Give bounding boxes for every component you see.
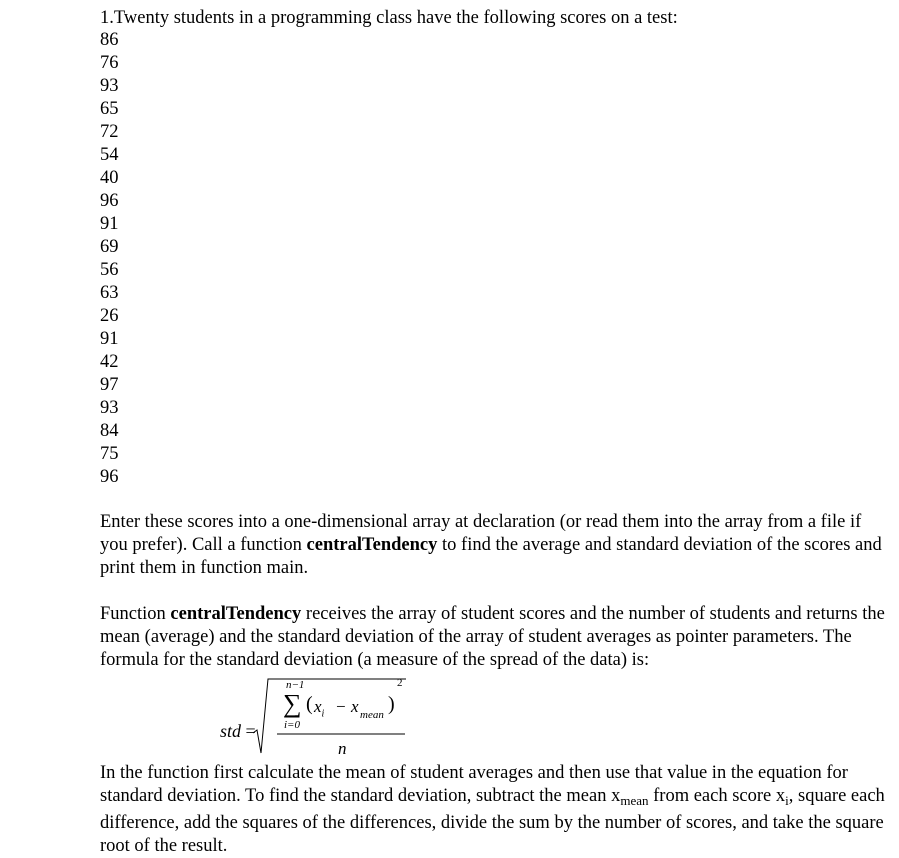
paragraph-text: Function bbox=[100, 604, 171, 624]
function-description-paragraph bbox=[100, 603, 890, 672]
paragraph-text: to find the average and standard deviation of the scores and print them in function main. bbox=[100, 535, 882, 578]
score-item: 40 bbox=[100, 168, 119, 188]
score-item: 93 bbox=[100, 76, 119, 96]
function-name: centralTendency bbox=[170, 604, 302, 624]
denominator-n: n bbox=[338, 739, 347, 758]
term-xi bbox=[314, 698, 324, 719]
score-item: 93 bbox=[100, 398, 119, 418]
score-item: 76 bbox=[100, 53, 119, 73]
score-item: 26 bbox=[100, 306, 119, 326]
term-sub-i: i bbox=[321, 708, 325, 720]
paragraph-text: Enter these scores into a one-dimensional array at declaration (or read them into the array from a file if you prefer). Call a function bbox=[100, 512, 862, 555]
minus-sign: − bbox=[336, 697, 346, 716]
std-deviation-formula bbox=[220, 674, 420, 760]
right-paren: ) bbox=[388, 693, 395, 715]
function-name: centralTendency bbox=[306, 535, 438, 555]
exponent-two: 2 bbox=[397, 677, 403, 689]
term-x: x bbox=[314, 697, 322, 716]
instructions-paragraph bbox=[100, 511, 890, 580]
score-item: 91 bbox=[100, 329, 119, 349]
score-item: 75 bbox=[100, 444, 119, 464]
formula-equals: = bbox=[245, 721, 256, 741]
formula-lhs bbox=[220, 722, 256, 740]
sum-upper-limit: n−1 bbox=[286, 679, 305, 691]
paragraph-text: from each score x bbox=[648, 786, 786, 806]
score-item: 63 bbox=[100, 283, 119, 303]
scores-list bbox=[100, 29, 119, 489]
paragraph-text: , square each difference, add the squares of the differences, divide the sum by the number of scores, and take the square root of the result. bbox=[100, 786, 885, 856]
score-item: 96 bbox=[100, 191, 119, 211]
formula-std: std bbox=[220, 721, 242, 741]
score-item: 96 bbox=[100, 467, 119, 487]
score-item: 72 bbox=[100, 122, 119, 142]
score-item: 91 bbox=[100, 214, 119, 234]
calculation-paragraph bbox=[100, 762, 890, 858]
term-x-mean: x bbox=[351, 697, 359, 716]
paragraph-text: In the function first calculate the mean of student averages and then use that value in the equation for standard deviation. To find the standard deviation, subtract the mean x bbox=[100, 763, 848, 806]
term-sub-mean: mean bbox=[360, 709, 384, 721]
score-item: 42 bbox=[100, 352, 119, 372]
score-item: 56 bbox=[100, 260, 119, 280]
score-item: 65 bbox=[100, 99, 119, 119]
score-item: 54 bbox=[100, 145, 119, 165]
paragraph-text: receives the array of student scores and the number of students and returns the mean (average) and the standard deviation of the array of student averages as pointer parameters. The formula for the standard deviation (a measure of the spread of the data) is: bbox=[100, 604, 885, 670]
score-item: 86 bbox=[100, 30, 119, 50]
score-item: 84 bbox=[100, 421, 119, 441]
subscript-i: i bbox=[785, 793, 789, 808]
sum-lower-limit: i=0 bbox=[284, 719, 300, 731]
subscript-mean: mean bbox=[620, 793, 649, 808]
sigma-symbol: ∑ bbox=[283, 689, 302, 718]
question-title: 1.Twenty students in a programming class have the following scores on a test: bbox=[100, 8, 678, 28]
score-item: 97 bbox=[100, 375, 119, 395]
left-paren: ( bbox=[306, 693, 313, 715]
score-item: 69 bbox=[100, 237, 119, 257]
